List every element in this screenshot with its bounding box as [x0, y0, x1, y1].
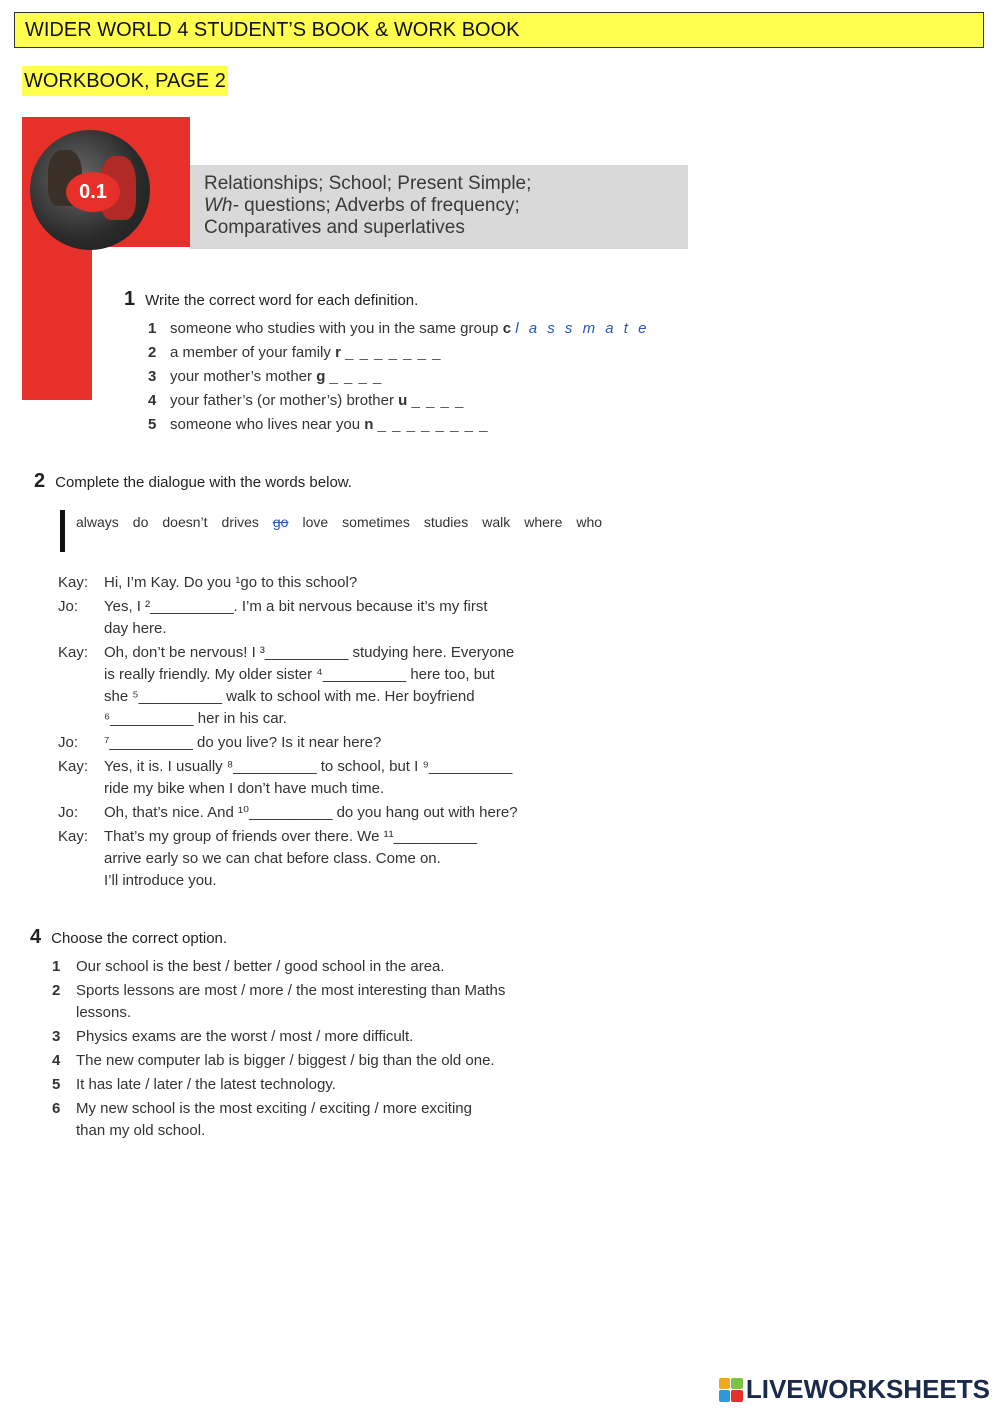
item-definition: someone who lives near you	[170, 416, 361, 433]
item-definition: someone who studies with you in the same group	[170, 320, 499, 337]
word-box-word: walk	[482, 514, 511, 530]
exercise-4-item	[52, 1098, 592, 1142]
dialogue-speaker: Jo:	[58, 598, 79, 615]
item-first-letter: c	[502, 320, 512, 337]
item-blank[interactable]: _ _ _ _	[411, 392, 465, 409]
dialogue-line[interactable]: Hi, I’m Kay. Do you ¹go to this school?	[104, 574, 358, 591]
option-line[interactable]: Physics exams are the worst / most / more difficult.	[76, 1028, 414, 1045]
word-box-word: sometimes	[342, 514, 410, 530]
dialogue-line[interactable]: is really friendly. My older sister ⁴__________ here too, but	[104, 666, 495, 683]
logo-tile	[731, 1390, 743, 1402]
exercise-4-item	[52, 1026, 592, 1048]
item-number: 1	[52, 958, 61, 975]
item-number: 1	[148, 320, 157, 337]
option-line[interactable]: lessons.	[76, 1004, 132, 1021]
item-number: 2	[52, 982, 61, 999]
word-box-word: drives	[221, 514, 259, 530]
dialogue-line[interactable]: Oh, that’s nice. And ¹⁰__________ do you hang out with here?	[104, 804, 518, 821]
dialogue-turn	[58, 826, 578, 892]
item-first-letter: u	[398, 392, 408, 409]
item-number: 4	[148, 392, 157, 409]
option-line[interactable]: Sports lessons are most / more / the most interesting than Maths	[76, 982, 506, 999]
logo-tile	[719, 1378, 731, 1390]
dialogue-line[interactable]: I’ll introduce you.	[104, 872, 217, 889]
word-box	[76, 511, 603, 533]
item-blank[interactable]: _ _ _ _ _ _ _	[345, 344, 442, 361]
item-number: 3	[52, 1028, 61, 1045]
option-line[interactable]: It has late / later / the latest technology.	[76, 1076, 336, 1093]
dialogue-turn	[58, 756, 578, 800]
dialogue-turn	[58, 596, 578, 640]
exercise-4-item	[52, 956, 592, 978]
exercise-1-item	[148, 416, 489, 433]
item-number: 4	[52, 1052, 61, 1069]
exercise-1-item	[148, 320, 649, 337]
word-box-word: studies	[423, 514, 469, 530]
item-first-letter: g	[316, 368, 326, 385]
item-number: 5	[148, 416, 157, 433]
item-definition: your mother’s mother	[170, 368, 313, 385]
item-definition: a member of your family	[170, 344, 331, 361]
dialogue-turn	[58, 802, 578, 824]
dialogue-speaker: Kay:	[58, 574, 89, 591]
dialogue-speaker: Jo:	[58, 804, 79, 821]
page-subtitle: WORKBOOK, PAGE 2	[22, 66, 228, 96]
word-box-word: go	[272, 514, 289, 530]
dialogue-line[interactable]: Yes, it is. I usually ⁸__________ to school, but I ⁹__________	[104, 758, 513, 775]
item-first-letter: n	[364, 416, 374, 433]
dialogue-line[interactable]: day here.	[104, 620, 167, 637]
option-line[interactable]: than my old school.	[76, 1122, 206, 1139]
exercise-4-item	[52, 1074, 592, 1096]
word-box-word: where	[524, 514, 563, 530]
unit-title-line-3: Comparatives and superlatives	[204, 217, 465, 238]
dialogue-turn	[58, 732, 578, 754]
liveworksheets-logo: LIVEWORKSHEETS	[719, 1374, 990, 1405]
dialogue-speaker: Jo:	[58, 734, 79, 751]
liveworksheets-logo-icon	[719, 1378, 743, 1402]
option-line[interactable]: The new computer lab is bigger / biggest / big than the old one.	[76, 1052, 495, 1069]
logo-tile	[719, 1390, 731, 1402]
word-box-word: love	[302, 514, 329, 530]
item-blank[interactable]: _ _ _ _	[329, 368, 383, 385]
dialogue-line[interactable]: ⁷__________ do you live? Is it near here?	[104, 734, 382, 751]
exercise-1-heading: 1 Write the correct word for each definition.	[124, 288, 419, 310]
exercise-1-item	[148, 344, 441, 361]
option-line[interactable]: Our school is the best / better / good school in the area.	[76, 958, 445, 975]
unit-title-line-2: Wh- questions; Adverbs of frequency;	[204, 195, 520, 216]
document-title: WIDER WORLD 4 STUDENT’S BOOK & WORK BOOK	[14, 12, 984, 48]
word-box-word: doesn’t	[162, 514, 208, 530]
word-box-rule	[60, 510, 65, 552]
item-number: 5	[52, 1076, 61, 1093]
dialogue-line[interactable]: ⁶__________ her in his car.	[104, 710, 287, 727]
word-box-word: who	[576, 514, 603, 530]
option-line[interactable]: My new school is the most exciting / exciting / more exciting	[76, 1100, 472, 1117]
item-answer[interactable]: l a s s m a t e	[515, 320, 650, 337]
dialogue-line[interactable]: ride my bike when I don’t have much time.	[104, 780, 385, 797]
item-number: 6	[52, 1100, 61, 1117]
exercise-2-heading: 2 Complete the dialogue with the words below.	[34, 470, 352, 492]
exercise-1-item	[148, 368, 382, 385]
exercise-4-item	[52, 1050, 592, 1072]
word-box-word: do	[132, 514, 149, 530]
unit-title-line-1: Relationships; School; Present Simple;	[204, 173, 532, 194]
dialogue-turn	[58, 642, 578, 730]
exercise-4-heading: 4 Choose the correct option.	[30, 926, 228, 948]
dialogue-turn	[58, 572, 578, 594]
item-number: 3	[148, 368, 157, 385]
dialogue-speaker: Kay:	[58, 644, 89, 661]
dialogue-line[interactable]: Yes, I ²__________. I’m a bit nervous because it’s my first	[104, 598, 488, 615]
dialogue-line[interactable]: she ⁵__________ walk to school with me. Her boyfriend	[104, 688, 475, 705]
item-number: 2	[148, 344, 157, 361]
item-definition: your father’s (or mother’s) brother	[170, 392, 394, 409]
dialogue-speaker: Kay:	[58, 758, 89, 775]
unit-badge: 0.1	[66, 172, 120, 212]
dialogue-speaker: Kay:	[58, 828, 89, 845]
dialogue-line[interactable]: That’s my group of friends over there. We ¹¹__________	[104, 828, 477, 845]
dialogue-line[interactable]: Oh, don’t be nervous! I ³__________ studying here. Everyone	[104, 644, 515, 661]
exercise-1-item	[148, 392, 464, 409]
item-first-letter: r	[335, 344, 341, 361]
item-blank[interactable]: _ _ _ _ _ _ _ _	[377, 416, 489, 433]
logo-tile	[731, 1378, 743, 1390]
word-box-word: always	[76, 514, 119, 530]
dialogue-line[interactable]: arrive early so we can chat before class. Come on.	[104, 850, 441, 867]
unit-title	[204, 173, 674, 239]
exercise-4-item	[52, 980, 592, 1024]
